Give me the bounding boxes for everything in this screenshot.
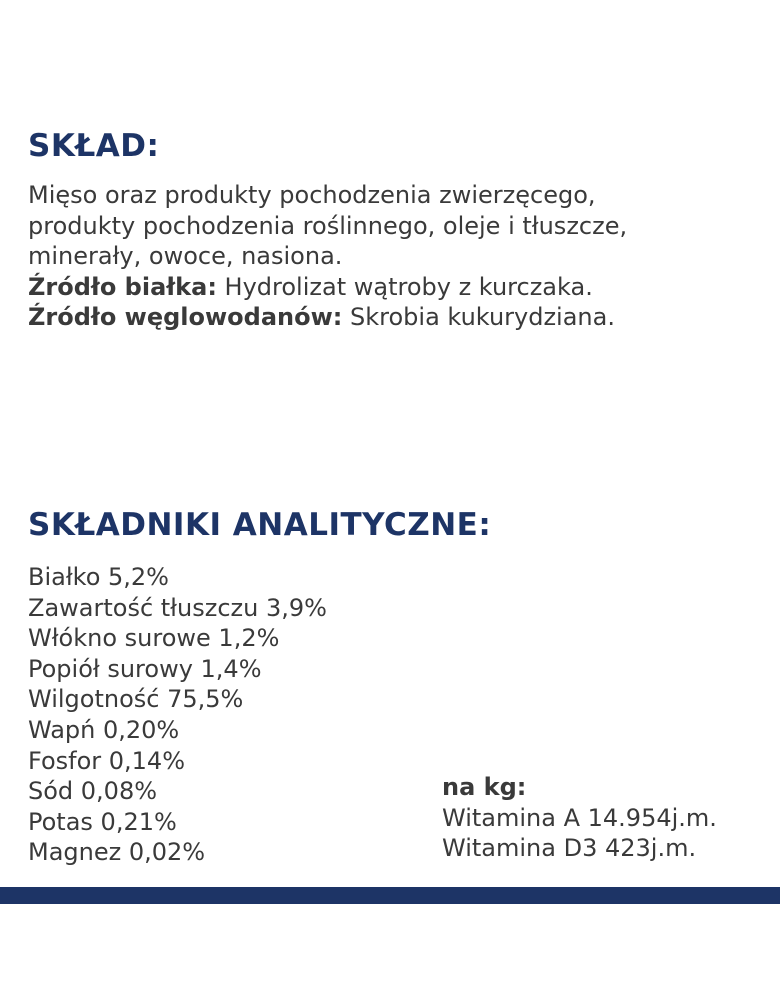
- analytics-item: Magnez 0,02%: [28, 838, 206, 867]
- composition-line: minerały, owoce, nasiona.: [28, 242, 343, 271]
- analytics-item: Fosfor 0,14%: [28, 746, 186, 775]
- analytics-item: Wapń 0,20%: [28, 715, 180, 744]
- carb-source-label: Źródło węglowodanów:: [28, 303, 343, 332]
- analytics-heading: SKŁADNIKI ANALITYCZNE:: [28, 507, 492, 543]
- analytics-item: Sód 0,08%: [28, 777, 158, 806]
- vitamin-item: Witamina A 14.954j.m.: [442, 803, 717, 832]
- analytics-item: Wilgotność 75,5%: [28, 685, 244, 714]
- vitamins-heading: na kg:: [442, 773, 527, 801]
- protein-source-line: [28, 272, 627, 303]
- carb-source-line: [28, 302, 627, 333]
- composition-text: [28, 180, 627, 333]
- bottom-divider-bar: [0, 887, 780, 904]
- protein-source-value: Hydrolizat wątroby z kurczaka.: [216, 272, 593, 301]
- analytics-item: Zawartość tłuszczu 3,9%: [28, 593, 327, 622]
- vitamins-block: [442, 772, 717, 864]
- analytics-item: Potas 0,21%: [28, 807, 177, 836]
- analytics-item: Białko 5,2%: [28, 563, 169, 591]
- carb-source-value: Skrobia kukurydziana.: [342, 303, 615, 332]
- analytics-item: Popiół surowy 1,4%: [28, 654, 262, 683]
- composition-line: Mięso oraz produkty pochodzenia zwierzęcego,: [28, 181, 596, 209]
- composition-heading: SKŁAD:: [28, 128, 160, 164]
- protein-source-label: Źródło białka:: [28, 272, 217, 301]
- composition-line: produkty pochodzenia roślinnego, oleje i tłuszcze,: [28, 211, 628, 240]
- analytics-item: Włókno surowe 1,2%: [28, 624, 280, 653]
- analytics-list: [28, 562, 327, 868]
- vitamin-item: Witamina D3 423j.m.: [442, 834, 697, 863]
